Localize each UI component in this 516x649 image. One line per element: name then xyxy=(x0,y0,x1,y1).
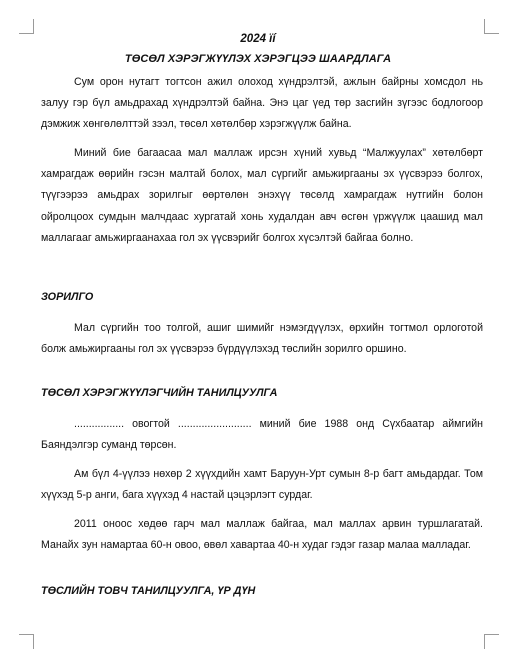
crop-mark-top-right xyxy=(484,19,499,34)
paragraph-intro-family: Ам бүл 4-үүлээ нөхөр 2 хүүхдийн хамт Баруун-Урт сумын 8-р багт амьдардаг. Том хүүхэд 5-р анги, бага хүүхэд 4 настай цэцэрлэгт сурдаг. xyxy=(41,468,483,502)
document-title: ТӨСӨЛ ХЭРЭГЖҮҮЛЭХ ХЭРЭГЦЭЭ ШААРДЛАГА xyxy=(124,53,392,65)
paragraph-goal: Мал сүргийн тоо толгой, ашиг шимийг нэмэгдүүлэх, өрхийн тогтмол орлоготой болж амьжиргааны гол эх үүсвэрээ бүрдүүлэхэд төслийн зорилго оршино. xyxy=(41,322,483,356)
crop-mark-top-left xyxy=(19,19,34,34)
paragraph-intro-birth: ................. овогтой ......................... миний бие 1988 онд Сүхбаатар аймгийн Баяндэлгэр суманд төрсөн. xyxy=(41,418,483,452)
heading-project-summary: ТӨСЛИЙН ТОВЧ ТАНИЛЦУУЛГА, ҮР ДҮН xyxy=(41,585,256,597)
paragraph-need: Сум орон нутагт тогтсон ажил олоход хүндрэлтэй, ажлын байрны хомсдол нь залуу гэр бүл амьдрахад хүндрэлтэй байна. Энэ цаг үед төр засгийн зүгээс бодлогоор дэмжиж хөнгөлөлттэй зээл, төсөл хөтөлбөр хэрэгжүүлж байна. xyxy=(41,76,483,131)
document-year: 2024 ïí xyxy=(240,33,276,45)
heading-implementer-intro: ТӨСӨЛ ХЭРЭГЖҮҮЛЭГЧИЙН ТАНИЛЦУУЛГА xyxy=(41,387,278,399)
paragraph-motivation: Миний бие багаасаа мал маллаж ирсэн хүний хувьд “Малжуулах” хөтөлбөрт хамрагдаж өөрийн гэсэн малтай болох, мал сүргийг амьжиргааны эх үүсвэрээ болгох, түүгээрээ амьдрах зорилгыг өөртөлөн энэхүү төсөлд хамрагдаж нутгийн болон ойролцоох сумдын малчдаас хургатай хонь худалдан авч өсгөн үржүүлж цаашид мал маллагааг амьжиргаанахаа гол эх үүсвэрийг болгох хүсэлтэй байгаа болно. xyxy=(41,147,483,244)
paragraph-intro-experience: 2011 оноос хөдөө гарч мал маллаж байгаа, мал маллах арвин туршлагатай. Манайх зун намартаа 60-н овоо, өвөл хавартаа 40-н худаг гэдэг газар малаа малладаг. xyxy=(41,518,483,552)
heading-goal: ЗОРИЛГО xyxy=(41,291,94,303)
